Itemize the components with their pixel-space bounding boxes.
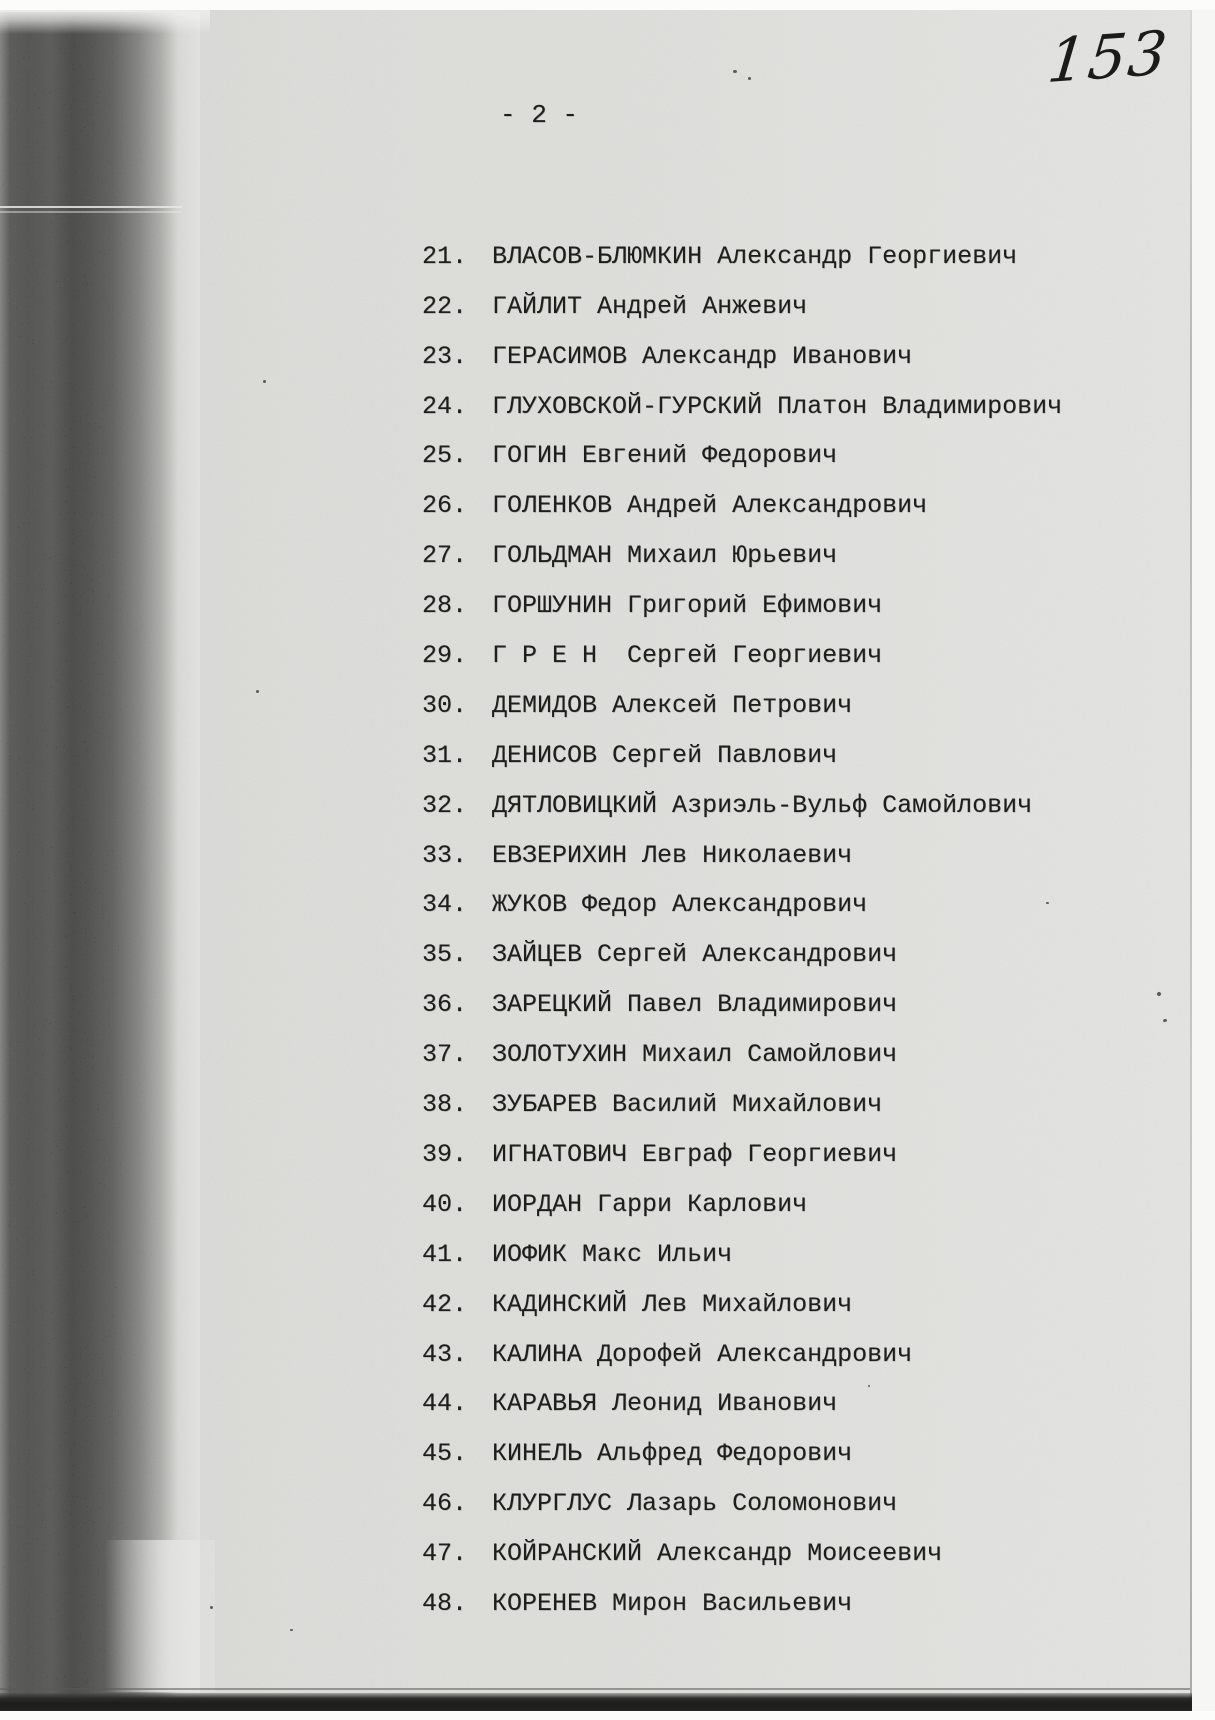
entry-number: 40. [422, 1189, 468, 1219]
entry-number: 48. [422, 1588, 468, 1618]
speck [263, 380, 266, 383]
entry-name: ЗУБАРЕВ Василий Михайлович [492, 1090, 883, 1120]
entry-number: 26. [422, 491, 468, 521]
entry-name: КЛУРГЛУС Лазарь Соломонович [492, 1489, 898, 1519]
entry-name: КОРЕНЕВ Мирон Васильевич [492, 1588, 853, 1618]
name-list [0, 182, 1100, 1618]
entry-name: ЖУКОВ Федор Александрович [492, 890, 868, 920]
speck [733, 70, 737, 73]
speck [210, 1606, 213, 1609]
entry-name: ЗАЙЦЕВ Сергей Александрович [492, 940, 898, 970]
entry-name: ВЛАСОВ-БЛЮМКИН Александр Георгиевич [492, 241, 1018, 271]
entry-name: ЕВЗЕРИХИН Лев Николаевич [492, 840, 853, 870]
page-bottom-edge [0, 1693, 1192, 1711]
entry-name: КОЙРАНСКИЙ Александр Моисеевич [492, 1539, 943, 1569]
entry-number: 25. [422, 441, 468, 471]
right-margin [1192, 0, 1215, 1720]
entry-number: 41. [422, 1239, 468, 1269]
entry-number: 46. [422, 1489, 468, 1519]
folio-number-handwritten: 153 [1044, 18, 1173, 98]
scan-gutter-top-fade [0, 8, 210, 34]
top-margin [0, 0, 1215, 10]
entry-name: ГОГИН Евгений Федорович [492, 441, 838, 471]
entry-number: 47. [422, 1539, 468, 1569]
entry-name: ГОРШУНИН Григорий Ефимович [492, 591, 883, 621]
speck [868, 1385, 870, 1387]
entry-name: ДЯТЛОВИЦКИЙ Азриэль-Вульф Самойлович [492, 790, 1033, 820]
entry-number: 35. [422, 940, 468, 970]
entry-number: 42. [422, 1289, 468, 1319]
entry-number: 36. [422, 990, 468, 1020]
entry-number: 30. [422, 690, 468, 720]
entry-number: 31. [422, 740, 468, 770]
entry-name: ГЕРАСИМОВ Александр Иванович [492, 341, 913, 371]
entry-number: 27. [422, 541, 468, 571]
entry-number: 23. [422, 341, 468, 371]
speck [1046, 902, 1049, 904]
entry-number: 39. [422, 1139, 468, 1169]
entry-name: ГАЙЛИТ Андрей Анжевич [492, 291, 808, 321]
entry-number: 38. [422, 1090, 468, 1120]
entry-name: КИНЕЛЬ Альфред Федорович [492, 1439, 853, 1469]
entry-name: ИОФИК Макс Ильич [492, 1239, 733, 1269]
entry-number: 32. [422, 790, 468, 820]
entry-name: КАЛИНА Дорофей Александрович [492, 1339, 913, 1369]
speck [748, 77, 751, 80]
entry-number: 45. [422, 1439, 468, 1469]
entry-number: 34. [422, 890, 468, 920]
entry-name: ИГНАТОВИЧ Евграф Георгиевич [492, 1139, 898, 1169]
entry-number: 21. [422, 241, 468, 271]
entry-number: 28. [422, 591, 468, 621]
entry-number: 44. [422, 1389, 468, 1419]
entry-name: ЗОЛОТУХИН Михаил Самойлович [492, 1040, 898, 1070]
entry-name: ГЛУХОВСКОЙ-ГУРСКИЙ Платон Владимирович [492, 391, 1063, 421]
speck [256, 690, 259, 693]
entry-name: ДЕМИДОВ Алексей Петрович [492, 690, 853, 720]
entry-name: Г Р Е Н Сергей Георгиевич [492, 641, 883, 671]
bottom-margin [0, 1711, 1215, 1720]
page-bottom-crease [0, 1688, 1190, 1690]
entry-number: 33. [422, 840, 468, 870]
entry-name: ЗАРЕЦКИЙ Павел Владимирович [492, 990, 898, 1020]
entry-name: ГОЛЬДМАН Михаил Юрьевич [492, 541, 838, 571]
entry-name: ДЕНИСОВ Сергей Павлович [492, 740, 838, 770]
page-number: - 2 - [500, 100, 579, 130]
entry-name: ИОРДАН Гарри Карлович [492, 1189, 808, 1219]
entry-number: 37. [422, 1040, 468, 1070]
entry-number: 22. [422, 291, 468, 321]
entry-name: ГОЛЕНКОВ Андрей Александрович [492, 491, 928, 521]
list-item [0, 182, 1100, 271]
entry-number: 29. [422, 641, 468, 671]
entry-number: 43. [422, 1339, 468, 1369]
entry-name: КАДИНСКИЙ Лев Михайлович [492, 1289, 853, 1319]
entry-name: КАРАВЬЯ Леонид Иванович [492, 1389, 838, 1419]
speck [290, 1629, 293, 1631]
entry-number: 24. [422, 391, 468, 421]
